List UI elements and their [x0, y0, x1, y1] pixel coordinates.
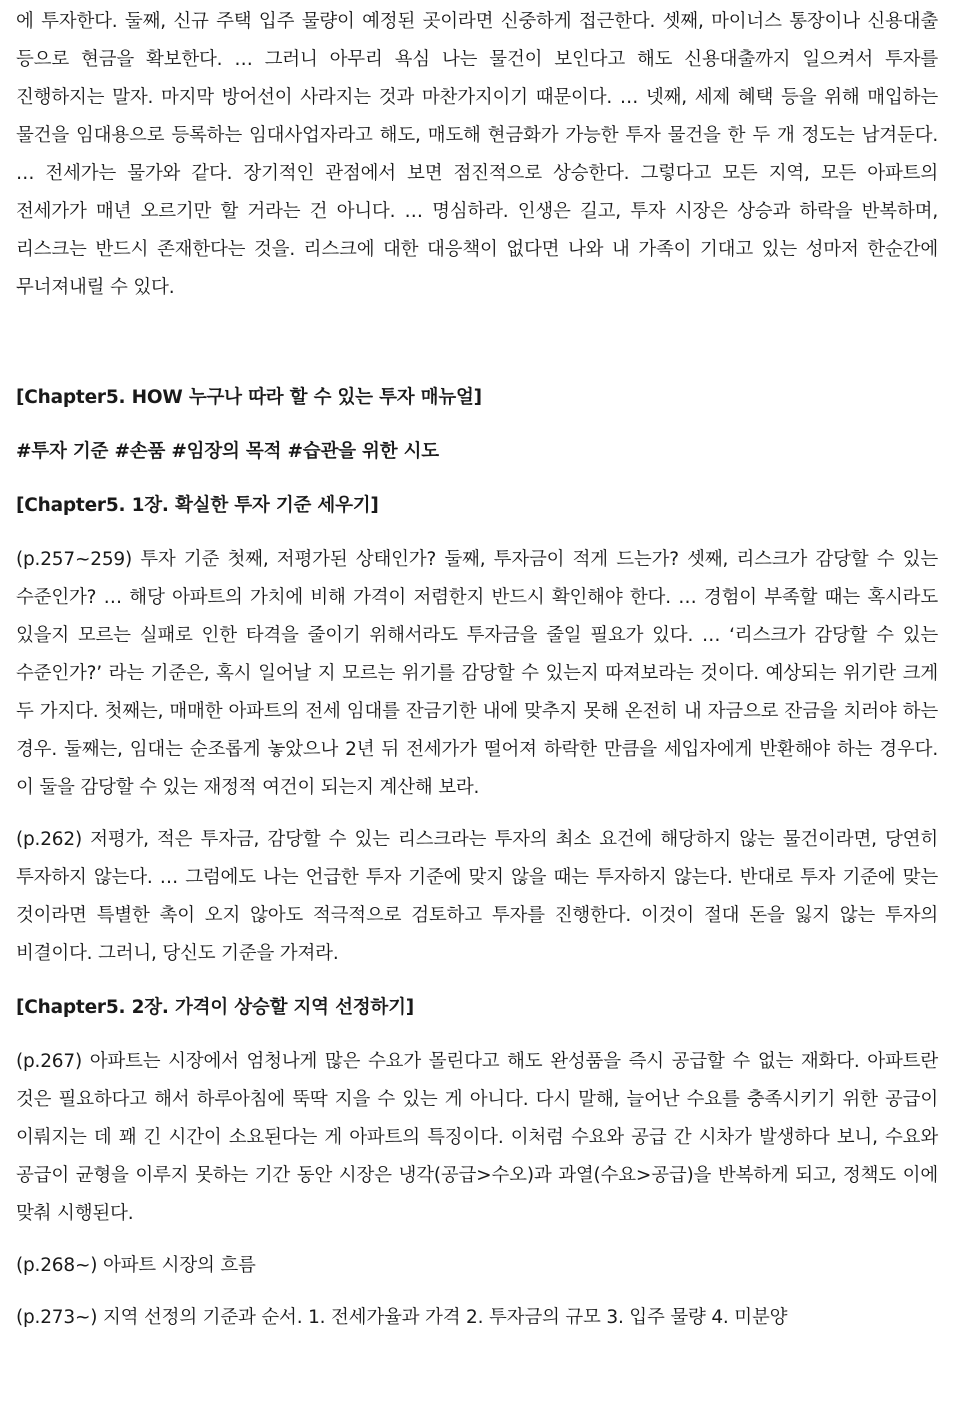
document-page — [16, 0, 938, 1337]
spacer — [16, 471, 938, 487]
section1-title: [Chapter5. 1장. 확실한 투자 기준 세우기] — [16, 495, 379, 516]
spacer — [16, 807, 938, 821]
spacer — [16, 417, 938, 433]
section2-paragraph-2: (p.268~) 아파트 시장의 흐름 — [16, 1255, 256, 1276]
intro-paragraph: 에 투자한다. 둘째, 신규 주택 입주 물량이 예정된 곳이라면 신중하게 접근한다. 셋째, 마이너스 통장이나 신용대출 등으로 현금을 확보한다. … 그러니 아무리 욕심 나는 물건이 보인다고 해도 신용대출까지 일으켜서 투자를 진행하지는 말자. 마지막 방어선이 사라지는 것과 마찬가지이기 때문이다. … 넷째, 세제 혜택 등을 위해 매입하는 물건을 임대용으로 등록하는 임대사업자라고 해도, 매도해 현금화가 가능한 투자 물건을 한 두 개 정도는 남겨둔다. … 전세가는 물가와 같다. 장기적인 관점에서 보면 점진적으로 상승한다. 그렇다고 모든 지역, 모든 아파트의 전세가가 매년 오르기만 할 거라는 건 아니다. … 명심하라. 인생은 길고, 투자 시장은 상승과 하락을 반복하며, 리스크는 반드시 존재한다는 것을. 리스크에 대한 대응책이 없다면 나와 내 가족이 기대고 있는 성마저 한순간에 무너져내릴 수 있다. — [16, 11, 938, 298]
spacer — [16, 973, 938, 989]
hashtags: #투자 기준 #손품 #임장의 목적 #습관을 위한 시도 — [16, 441, 439, 462]
section2-paragraph-3: (p.273~) 지역 선정의 기준과 순서. 1. 전세가율과 가격 2. 투자금의 규모 3. 입주 물량 4. 미분양 — [16, 1307, 788, 1328]
chapter-title: [Chapter5. HOW 누구나 따라 할 수 있는 투자 매뉴얼] — [16, 387, 482, 408]
section-spacer — [16, 307, 938, 379]
spacer — [16, 525, 938, 541]
section2-title: [Chapter5. 2장. 가격이 상승할 지역 선정하기] — [16, 997, 415, 1018]
section2-paragraph-1: (p.267) 아파트는 시장에서 엄청나게 많은 수요가 몰린다고 해도 완성품을 즉시 공급할 수 없는 재화다. 아파트란 것은 필요하다고 해서 하루아침에 뚝딱 지을 수 있는 게 아니다. 다시 말해, 늘어난 수요를 충족시키기 위한 공급이 이뤄지는 데 꽤 긴 시간이 소요된다는 게 아파트의 특징이다. 이처럼 수요와 공급 간 시차가 발생하다 보니, 수요와 공급이 균형을 이루지 못하는 기간 동안 시장은 냉각(공급>수오)과 과열(수요>공급)을 반복하게 되고, 정책도 이에 맞춰 시행된다. — [16, 1051, 938, 1224]
section1-paragraph-1: (p.257~259) 투자 기준 첫째, 저평가된 상태인가? 둘째, 투자금이 적게 드는가? 셋째, 리스크가 감당할 수 있는 수준인가? … 해당 아파트의 가치에 비해 가격이 저렴한지 반드시 확인해야 한다. … 경험이 부족할 때는 혹시라도 있을지 모르는 실패로 인한 타격을 줄이기 위해서라도 투자금을 줄일 필요가 있다. … ‘리스크가 감당할 수 있는 수준인가?’ 라는 기준은, 혹시 일어날 지 모르는 위기를 감당할 수 있는지 따져보라는 것이다. 예상되는 위기란 크게 두 가지다. 첫째는, 매매한 아파트의 전세 임대를 잔금기한 내에 맞추지 못해 온전히 내 자금으로 잔금을 치러야 하는 경우. 둘째는, 임대는 순조롭게 놓았으나 2년 뒤 전세가가 떨어져 하락한 만큼을 세입자에게 반환해야 하는 경우다. 이 둘을 감당할 수 있는 재정적 여건이 되는지 계산해 보라. — [16, 549, 938, 798]
spacer — [16, 1285, 938, 1299]
spacer — [16, 1027, 938, 1043]
section1-paragraph-2: (p.262) 저평가, 적은 투자금, 감당할 수 있는 리스크라는 투자의 최소 요건에 해당하지 않는 물건이라면, 당연히 투자하지 않는다. … 그럼에도 나는 언급한 투자 기준에 맞지 않을 때는 투자하지 않는다. 반대로 투자 기준에 맞는 것이라면 특별한 촉이 오지 않아도 적극적으로 검토하고 투자를 진행한다. 이것이 절대 돈을 잃지 않는 투자의 비결이다. 그러니, 당신도 기준을 가져라. — [16, 829, 938, 964]
spacer — [16, 1233, 938, 1247]
